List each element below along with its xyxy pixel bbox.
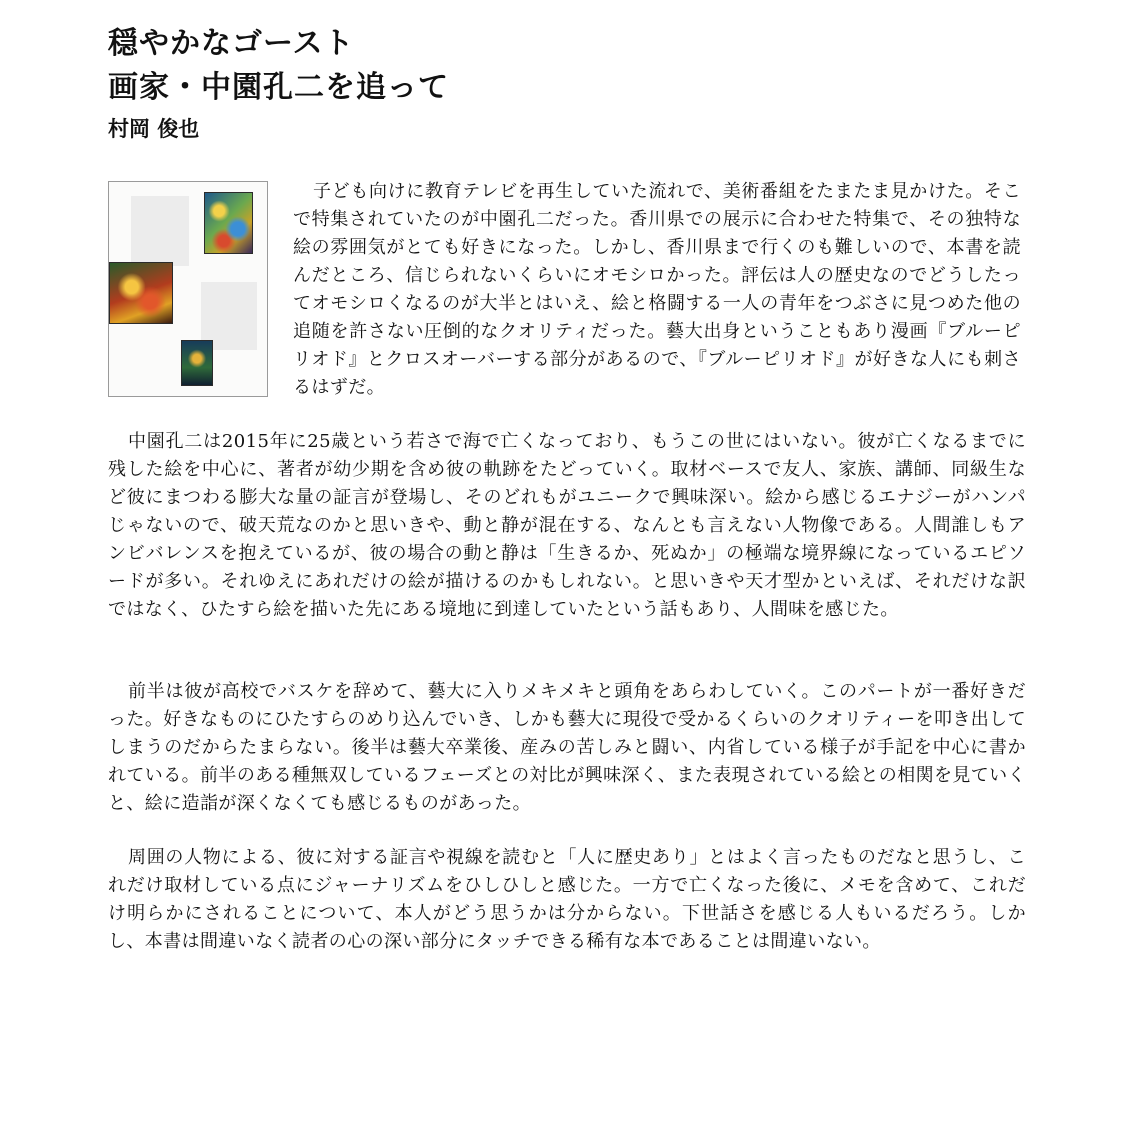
cover-painting — [109, 262, 173, 324]
paragraph: 子ども向けに教育テレビを再生していた流れで、美術番組をたまたま見かけた。そこで特集されていたのが中園孔二だった。香川県での展示に合わせた特集で、その独特な絵の雰囲気がとても好きになった。しかし、香川県まで行くのも難しいので、本書を読んだところ、信じられないくらいにオモシロかった。評伝は人の歴史なのでどうしたってオモシロくなるのが大半とはいえ、絵と格闘する一人の青年をつぶさに見つめた他の追随を許さない圧倒的なクオリティだった。藝大出身ということもあり漫画『ブルーピリオド』とクロスオーバーする部分があるので、『ブルーピリオド』が好きな人にも刺さるはずだ。 — [293, 181, 1021, 398]
article-author: 村岡 俊也 — [108, 116, 200, 141]
article-title-line-2: 画家・中園孔二を追って — [108, 70, 449, 105]
cover-ghost-panel — [131, 196, 189, 266]
cover-painting — [204, 192, 253, 254]
article-title-line-1: 穏やかなゴースト — [108, 26, 355, 61]
paragraph: 中園孔二は2015年に25歳という若さで海で亡くなっており、もうこの世にはいない。彼が亡くなるまでに残した絵を中心に、著者が幼少期を含め彼の軌跡をたどっていく。取材ベースで友人、家族、講師、同級生など彼にまつわる膨大な量の証言が登場し、そのどれもがユニークで興味深い。絵から感じるエナジーがハンパじゃないので、破天荒なのかと思いきや、動と静が混在する、なんとも言えない人物像である。人間誰しもアンビバレンスを抱えているが、彼の場合の動と静は「生きるか、死ぬか」の極端な境界線になっているエピソードが多い。それゆえにあれだけの絵が描けるのかもしれない。と思いきや天才型かといえば、それだけな訳ではなく、ひたすら絵を描いた先にある境地に到達していたという話もあり、人間味を感じた。 — [108, 431, 1026, 620]
book-cover-image — [108, 181, 268, 397]
cover-painting — [181, 340, 213, 386]
paragraph: 周囲の人物による、彼に対する証言や視線を読むと「人に歴史あり」とはよく言ったものだなと思うし、これだけ取材している点にジャーナリズムをひしひしと感じた。一方で亡くなった後に、メモを含めて、これだけ明らかにされることについて、本人がどう思うかは分からない。下世話さを感じる人もいるだろう。しかし、本書は間違いなく読者の心の深い部分にタッチできる稀有な本であることは間違いない。 — [108, 847, 1026, 952]
paragraph: 前半は彼が高校でバスケを辞めて、藝大に入りメキメキと頭角をあらわしていく。このパートが一番好きだった。好きなものにひたすらのめり込んでいき、しかも藝大に現役で受かるくらいのクオリティーを叩き出してしまうのだからたまらない。後半は藝大卒業後、産みの苦しみと闘い、内省している様子が手記を中心に書かれている。前半のある種無双しているフェーズとの対比が興味深く、また表現されている絵との相関を見ていくと、絵に造詣が深くなくても感じるものがあった。 — [108, 681, 1026, 814]
article-header — [108, 22, 1028, 144]
